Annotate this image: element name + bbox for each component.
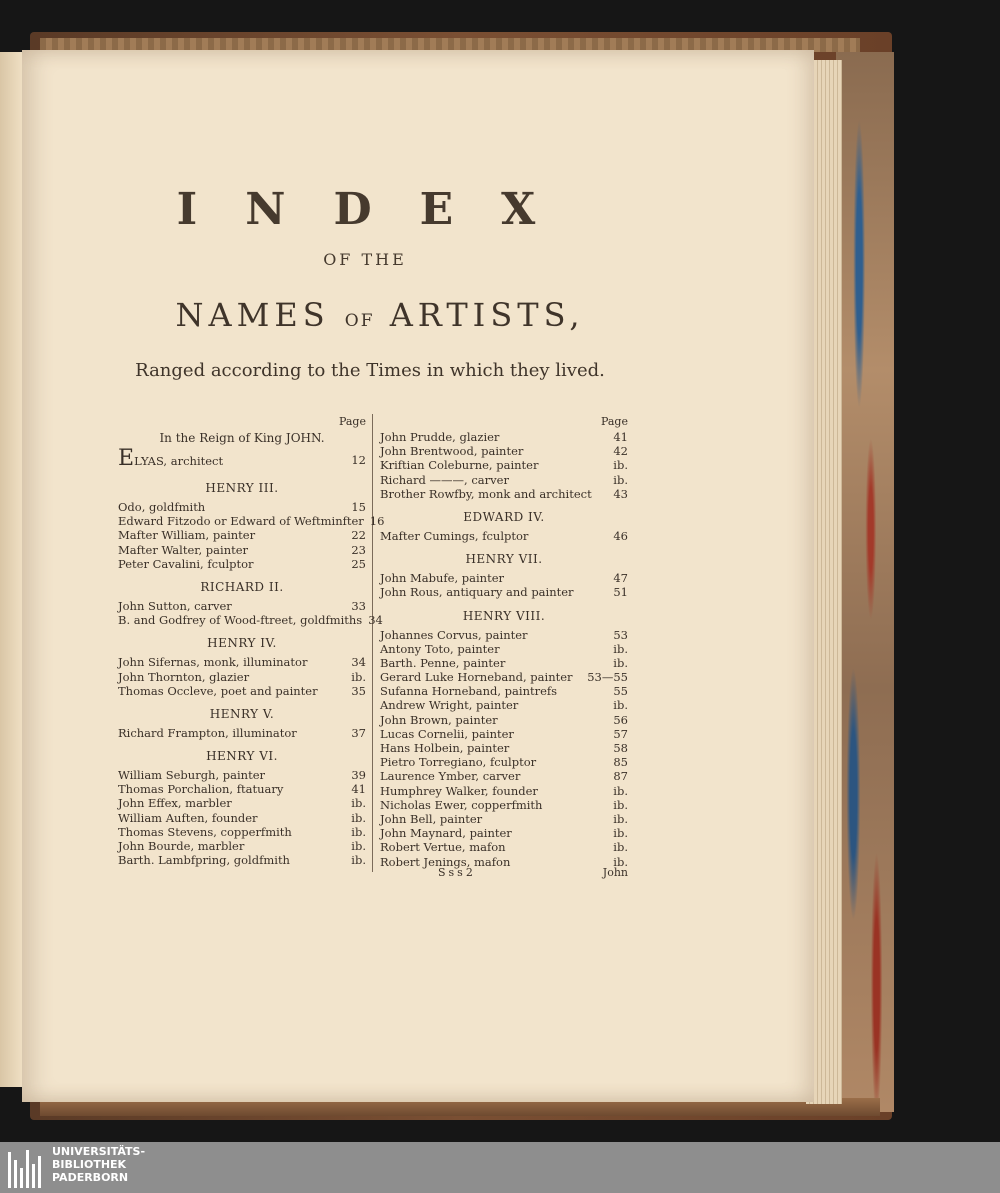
entry-page: 15	[351, 500, 366, 514]
entry-name: John Effex, marbler	[118, 796, 232, 811]
index-entry	[380, 487, 628, 501]
entry-page: ib.	[613, 641, 628, 656]
entry-page: 41	[613, 430, 628, 444]
footer-bar	[0, 1142, 1000, 1193]
entry-name: Edward Fitzodo or Edward of Weftminfter	[118, 514, 364, 529]
left-column	[118, 414, 385, 868]
index-entry	[380, 713, 628, 727]
index-entry	[118, 500, 366, 514]
entry-page: 34	[368, 613, 383, 628]
entry-page: 42	[613, 444, 628, 459]
index-entry	[118, 613, 383, 628]
index-entry	[118, 514, 385, 529]
entry-name: Odo, goldfmith	[118, 500, 206, 514]
index-entry	[118, 557, 366, 571]
index-entry	[380, 642, 628, 656]
entry-page: 37	[351, 725, 366, 740]
entry-page: ib.	[351, 824, 366, 839]
entry-page: 43	[613, 486, 628, 501]
index-entry	[380, 529, 628, 543]
entry-name: Lucas Cornelii, painter	[380, 726, 514, 741]
index-entry	[380, 430, 628, 444]
entry-name: John Mabufe, painter	[380, 571, 505, 586]
index-entry	[380, 784, 628, 798]
title-names: NAMES	[175, 296, 330, 334]
entry-page: 41	[351, 782, 366, 797]
entry-page: ib.	[351, 853, 366, 868]
index-entry	[118, 853, 366, 867]
title-artists: ARTISTS,	[389, 296, 585, 334]
title-names-of-artists	[100, 296, 660, 334]
index-entry	[380, 684, 628, 698]
entry-page: ib.	[613, 783, 628, 798]
reign-heading: In the Reign of King JOHN.	[159, 431, 325, 445]
entry-name: John Brown, painter	[380, 712, 498, 727]
entry-page: 12	[351, 453, 366, 467]
signature-line	[380, 866, 628, 879]
entry-page: ib.	[613, 655, 628, 670]
entry-name: John Maynard, painter	[380, 826, 512, 841]
library-name-line3: PADERBORN	[52, 1171, 129, 1184]
entry-name: Gerard Luke Horneband, painter	[380, 670, 573, 685]
index-entry	[118, 839, 366, 853]
entry-page: ib.	[613, 458, 628, 473]
entry-page: ib.	[613, 854, 628, 869]
signature-mark: Sss2	[438, 866, 476, 879]
index-entry	[380, 585, 628, 599]
entry-page: ib.	[351, 796, 366, 811]
section-heading: HENRY III.	[205, 481, 279, 495]
library-name-line1: UNIVERSITÄTS-	[52, 1145, 146, 1158]
section-heading: HENRY VIII.	[462, 608, 546, 623]
index-entry	[380, 458, 628, 472]
entry-page: 23	[351, 542, 366, 557]
section-heading: HENRY VI.	[206, 749, 278, 764]
index-entry	[118, 543, 366, 557]
entry-page: ib.	[613, 840, 628, 855]
entry-page: 47	[613, 571, 628, 586]
entry-page: 53	[613, 627, 628, 642]
index-entry	[118, 599, 366, 613]
marbled-edge	[836, 52, 894, 1112]
section-heading: RICHARD II.	[200, 579, 284, 594]
entry-name: Thomas Occleve, poet and painter	[118, 683, 318, 698]
index-entry	[118, 684, 366, 698]
entry-name: ELYAS, architect	[118, 446, 224, 471]
index-entry	[118, 782, 366, 796]
left-sections	[118, 480, 385, 868]
entry-page: 56	[613, 712, 628, 727]
library-logo-icon	[6, 1146, 46, 1190]
index-entry	[118, 768, 366, 782]
entry-name: Hans Holbein, painter	[380, 741, 510, 755]
index-entry	[380, 741, 628, 755]
entry-name: John Bell, painter	[380, 811, 483, 826]
right-intro-entries	[380, 430, 628, 501]
entry-page: 85	[613, 755, 628, 770]
index-entry	[380, 798, 628, 812]
section-heading: HENRY IV.	[207, 636, 277, 651]
index-entry	[380, 698, 628, 712]
entry-page: ib.	[613, 826, 628, 841]
entry-name: John Thornton, glazier	[118, 669, 250, 684]
entry-name: Richard ———, carver	[380, 472, 509, 487]
page-column-header: Page	[338, 415, 366, 428]
entry-name: Barth. Penne, painter	[380, 655, 506, 670]
index-entry	[380, 755, 628, 769]
entry-page: 25	[351, 556, 366, 571]
index-entry	[380, 840, 628, 854]
page-column-header: Page	[600, 415, 628, 428]
entry-name: Laurence Ymber, carver	[380, 769, 521, 784]
title-of: OF	[344, 311, 375, 331]
entry-name: William Auften, founder	[118, 810, 258, 825]
entry-page: 22	[351, 528, 366, 543]
right-sections	[380, 509, 628, 869]
entry-name: Richard Frampton, illuminator	[118, 725, 297, 740]
entry-name: Brother Rowfby, monk and architect	[380, 486, 592, 501]
entry-name: John Bourde, marbler	[118, 839, 245, 853]
entry-page: 51	[613, 585, 628, 600]
entry-name: Humphrey Walker, founder	[380, 783, 538, 798]
entry-name: John Sutton, carver	[118, 598, 232, 613]
entry-page: 53—55	[587, 670, 628, 685]
entry-page: 46	[613, 528, 628, 543]
entry-page: 16	[369, 514, 385, 529]
entry-page: ib.	[351, 810, 366, 825]
title-of-the: OF THE	[323, 250, 407, 269]
index-entry	[380, 769, 628, 783]
section-heading: HENRY VII.	[465, 552, 543, 567]
entry-name: John Brentwood, painter	[380, 444, 524, 459]
entry-page: ib.	[613, 797, 628, 812]
index-entry	[380, 670, 628, 684]
entry-name: Kriftian Coleburne, painter	[380, 458, 539, 473]
entry-page: ib.	[613, 698, 628, 713]
entry-name: Barth. Lambfpring, goldfmith	[118, 853, 290, 868]
catchword: John	[602, 866, 628, 879]
index-entry	[380, 444, 628, 458]
index-entry	[118, 528, 366, 542]
entry-page: ib.	[351, 839, 366, 853]
entry-name: Antony Toto, painter	[380, 641, 500, 656]
index-entry	[118, 670, 366, 684]
index-entry	[118, 448, 366, 472]
index-entry	[380, 628, 628, 642]
entry-page: 57	[613, 726, 628, 741]
index-entry	[118, 811, 366, 825]
section-heading: EDWARD IV.	[463, 509, 545, 524]
entry-page: 87	[613, 769, 628, 784]
entry-page: 58	[613, 741, 628, 755]
subtitle: Ranged according to the Times in which they lived.	[135, 360, 605, 381]
entry-page: 35	[351, 683, 366, 698]
left-page-edge	[0, 52, 22, 1087]
entry-page: ib.	[613, 811, 628, 826]
entry-name: John Prudde, glazier	[380, 430, 500, 444]
index-entry	[118, 655, 366, 669]
page-title-index: INDEX	[176, 184, 584, 235]
entry-name: Robert Jenings, mafon	[380, 854, 511, 869]
index-entry	[380, 656, 628, 670]
index-entry	[380, 571, 628, 585]
entry-name: Johannes Corvus, painter	[380, 627, 528, 642]
entry-name: William Seburgh, painter	[118, 768, 266, 783]
entry-name: John Rous, antiquary and painter	[380, 585, 574, 600]
index-entry	[380, 727, 628, 741]
entry-page: ib.	[613, 472, 628, 487]
library-name	[52, 1145, 145, 1184]
index-entry	[380, 812, 628, 826]
entry-name: Thomas Stevens, copperfmith	[118, 824, 292, 839]
index-entry	[380, 826, 628, 840]
section-heading: HENRY V.	[209, 706, 275, 721]
entry-name: B. and Godfrey of Wood-ftreet, goldfmiths	[118, 613, 363, 628]
entry-name: Nicholas Ewer, copperfmith	[380, 797, 543, 812]
entry-name: Robert Vertue, mafon	[380, 840, 506, 855]
entry-name: Thomas Porchalion, ftatuary	[118, 782, 284, 797]
entry-name: Mafter Walter, painter	[118, 542, 249, 557]
entry-page: 33	[351, 598, 366, 613]
entry-name: Andrew Wright, painter	[380, 698, 519, 713]
entry-name: Sufanna Horneband, paintrefs	[380, 684, 558, 699]
entry-name: Pietro Torregiano, fculptor	[380, 755, 537, 770]
entry-page: 39	[351, 768, 366, 783]
index-entry	[118, 825, 366, 839]
entry-name: Peter Cavalini, fculptor	[118, 556, 254, 571]
right-column	[380, 414, 628, 869]
entry-page: 55	[613, 684, 628, 699]
entry-name: John Sifernas, monk, illuminator	[118, 655, 308, 670]
entry-page: ib.	[351, 669, 366, 684]
index-entry	[118, 726, 366, 740]
entry-name: Mafter William, painter	[118, 528, 256, 543]
library-name-line2: BIBLIOTHEK	[52, 1158, 127, 1171]
entry-name: Mafter Cumings, fculptor	[380, 528, 529, 543]
column-divider	[372, 414, 373, 872]
entry-page: 34	[351, 655, 366, 670]
index-entry	[380, 473, 628, 487]
index-entry	[118, 796, 366, 810]
